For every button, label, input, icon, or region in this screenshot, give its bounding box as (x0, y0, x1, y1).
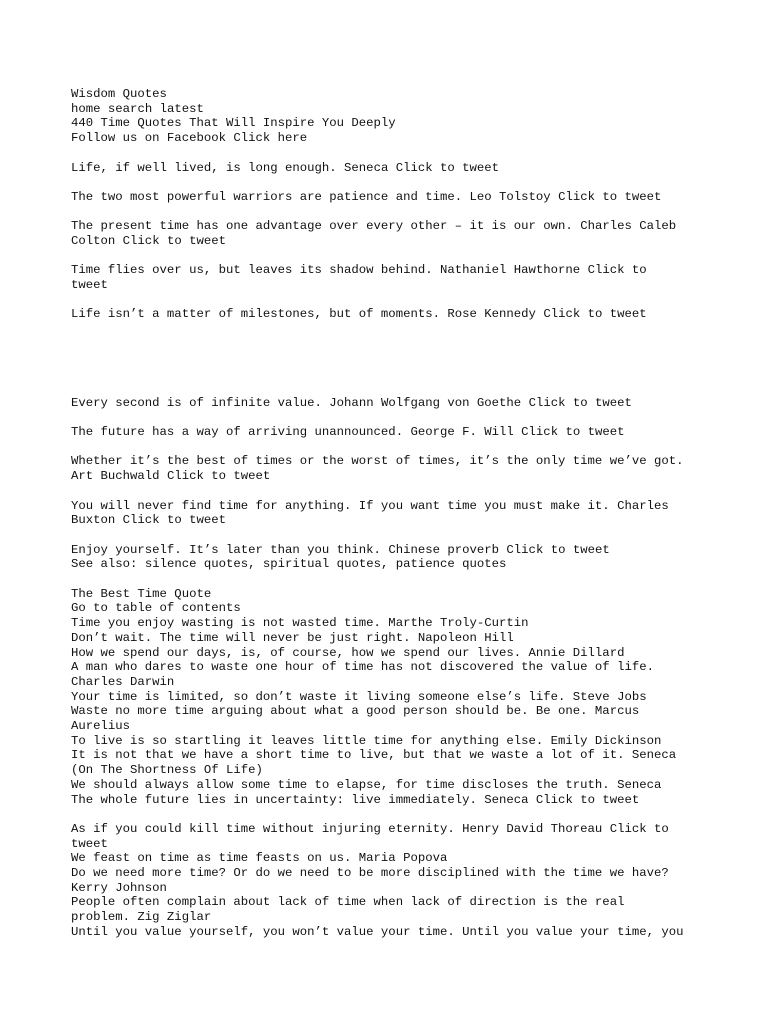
patience-quotes-link[interactable]: patience quotes (395, 557, 507, 572)
list-item: We feast on time as time feasts on us. Maria Popova (71, 851, 448, 866)
list-item: Waste no more time arguing about what a good person should be. Be one. Marcus Aurelius (71, 704, 640, 734)
site-name[interactable]: Wisdom Quotes (71, 87, 167, 101)
quote-author: Seneca (344, 160, 389, 175)
quote-author: Rose Kennedy (447, 307, 536, 322)
click-to-tweet-link[interactable]: Click to tweet (535, 792, 640, 807)
list-item: How we spend our days, is, of course, how we spend our lives. Annie Dillard (71, 645, 625, 660)
click-to-tweet-link[interactable]: Click to tweet (71, 263, 647, 293)
quote-text: The whole future lies in uncertainty: live immediately. Seneca (71, 792, 529, 807)
quote-block (71, 454, 711, 483)
see-also-line: See also: silence quotes, spiritual quotes, patience quotes (71, 557, 507, 572)
nav-latest[interactable]: latest (159, 101, 204, 116)
quote-text: The two most powerful warriors are patience and time. (71, 189, 463, 204)
click-to-tweet-link[interactable]: Click to tweet (166, 469, 271, 484)
silence-quotes-link[interactable]: silence quotes (144, 557, 249, 572)
quote-block (71, 219, 711, 248)
quote-text: The future has a way of arriving unannounced. (71, 425, 404, 440)
quote-text: Every second is of infinite value. (71, 395, 322, 410)
list-item: People often complain about lack of time when lack of direction is the real problem. Zig Ziglar (71, 895, 625, 925)
quote-text: The present time has one advantage over every other – it is our own. (71, 219, 573, 234)
ad-space (71, 322, 711, 396)
click-to-tweet-link[interactable]: Click to tweet (122, 233, 226, 248)
quote-text: Enjoy yourself. It’s later than you think. (71, 542, 381, 557)
quote-author-part2: Colton (71, 233, 116, 248)
quote-author: Johann Wolfgang von Goethe (329, 395, 522, 410)
quote-block (71, 822, 711, 851)
click-to-tweet-link[interactable]: Click to tweet (122, 513, 226, 528)
section-title: The Best Time Quote (71, 586, 212, 601)
quote-author: Art Buchwald (71, 469, 160, 484)
see-also-prefix: See also: (71, 557, 138, 572)
quote-author: Chinese proverb (388, 542, 500, 557)
list-item: Until you value yourself, you won’t value your time. Until you value your time, you (71, 924, 684, 939)
quote-block (71, 161, 711, 176)
quote-block (71, 307, 711, 322)
list-item: Time you enjoy wasting is not wasted time. Marthe Troly-Curtin (71, 616, 529, 631)
spiritual-quotes-link[interactable]: spiritual quotes (262, 557, 381, 572)
quote-text: Whether it’s the best of times or the worst of times, it’s the only time we’ve got. (71, 454, 684, 469)
quote-block (71, 263, 711, 292)
table-of-contents-link[interactable]: Go to table of contents (71, 601, 241, 616)
list-item: We should always allow some time to elapse, for time discloses the truth. Seneca (71, 777, 662, 792)
quote-block (71, 793, 711, 808)
quote-text: Life, if well lived, is long enough. (71, 160, 337, 175)
quote-block (71, 425, 711, 440)
quote-author: Leo Tolstoy (469, 189, 551, 204)
quote-author-part1: Charles (617, 498, 669, 513)
list-item: Do we need more time? Or do we need to be more disciplined with the time we have? Kerry Johnson (71, 866, 669, 895)
click-to-tweet-link[interactable]: Click to tweet (543, 307, 647, 322)
list-item: Don’t wait. The time will never be just right. Napoleon Hill (71, 630, 514, 645)
quote-text: Time flies over us, but leaves its shadow behind. (71, 263, 433, 278)
follow-line (71, 131, 711, 146)
page-title: 440 Time Quotes That Will Inspire You Deeply (71, 116, 396, 131)
follow-text: Follow us on Facebook (71, 131, 226, 146)
click-to-tweet-link[interactable]: Click to tweet (395, 160, 500, 175)
quote-author-part1: Charles Caleb (580, 219, 677, 234)
click-to-tweet-link[interactable]: Click to tweet (528, 395, 632, 410)
nav-home[interactable]: home (71, 101, 101, 116)
list-item: It is not that we have a short time to live, but that we waste a lot of it. Seneca (On The Shortness Of Life) (71, 748, 677, 778)
nav-search[interactable]: search (107, 101, 153, 116)
quote-block (71, 396, 711, 411)
quote-text: As if you could kill time without injuring eternity. Henry David Thoreau (71, 821, 603, 836)
list-item: Your time is limited, so don’t waste it living someone else’s life. Steve Jobs (71, 689, 647, 704)
site-nav (71, 102, 711, 117)
quote-author: George F. Will (410, 425, 514, 440)
document-body (71, 87, 711, 940)
quote-text: You will never find time for anything. If you want time you must make it. (71, 498, 610, 513)
facebook-click-here-link[interactable]: Click here (233, 131, 308, 146)
quote-block (71, 499, 711, 528)
list-item: A man who dares to waste one hour of time has not discovered the value of life. Charles Darwin (71, 660, 654, 689)
click-to-tweet-link[interactable]: Click to tweet (558, 189, 662, 204)
quote-block (71, 190, 711, 205)
click-to-tweet-link[interactable]: Click to tweet (521, 425, 625, 440)
click-to-tweet-link[interactable]: Click to tweet (506, 542, 610, 557)
quote-block (71, 543, 711, 558)
list-item: To live is so startling it leaves little time for anything else. Emily Dickinson (71, 733, 662, 748)
quote-text: Life isn’t a matter of milestones, but of moments. (71, 307, 440, 322)
quote-author-part2: Buxton (71, 513, 116, 528)
quote-author: Nathaniel Hawthorne (439, 263, 581, 278)
click-to-tweet-link[interactable]: Click to tweet (71, 821, 669, 851)
